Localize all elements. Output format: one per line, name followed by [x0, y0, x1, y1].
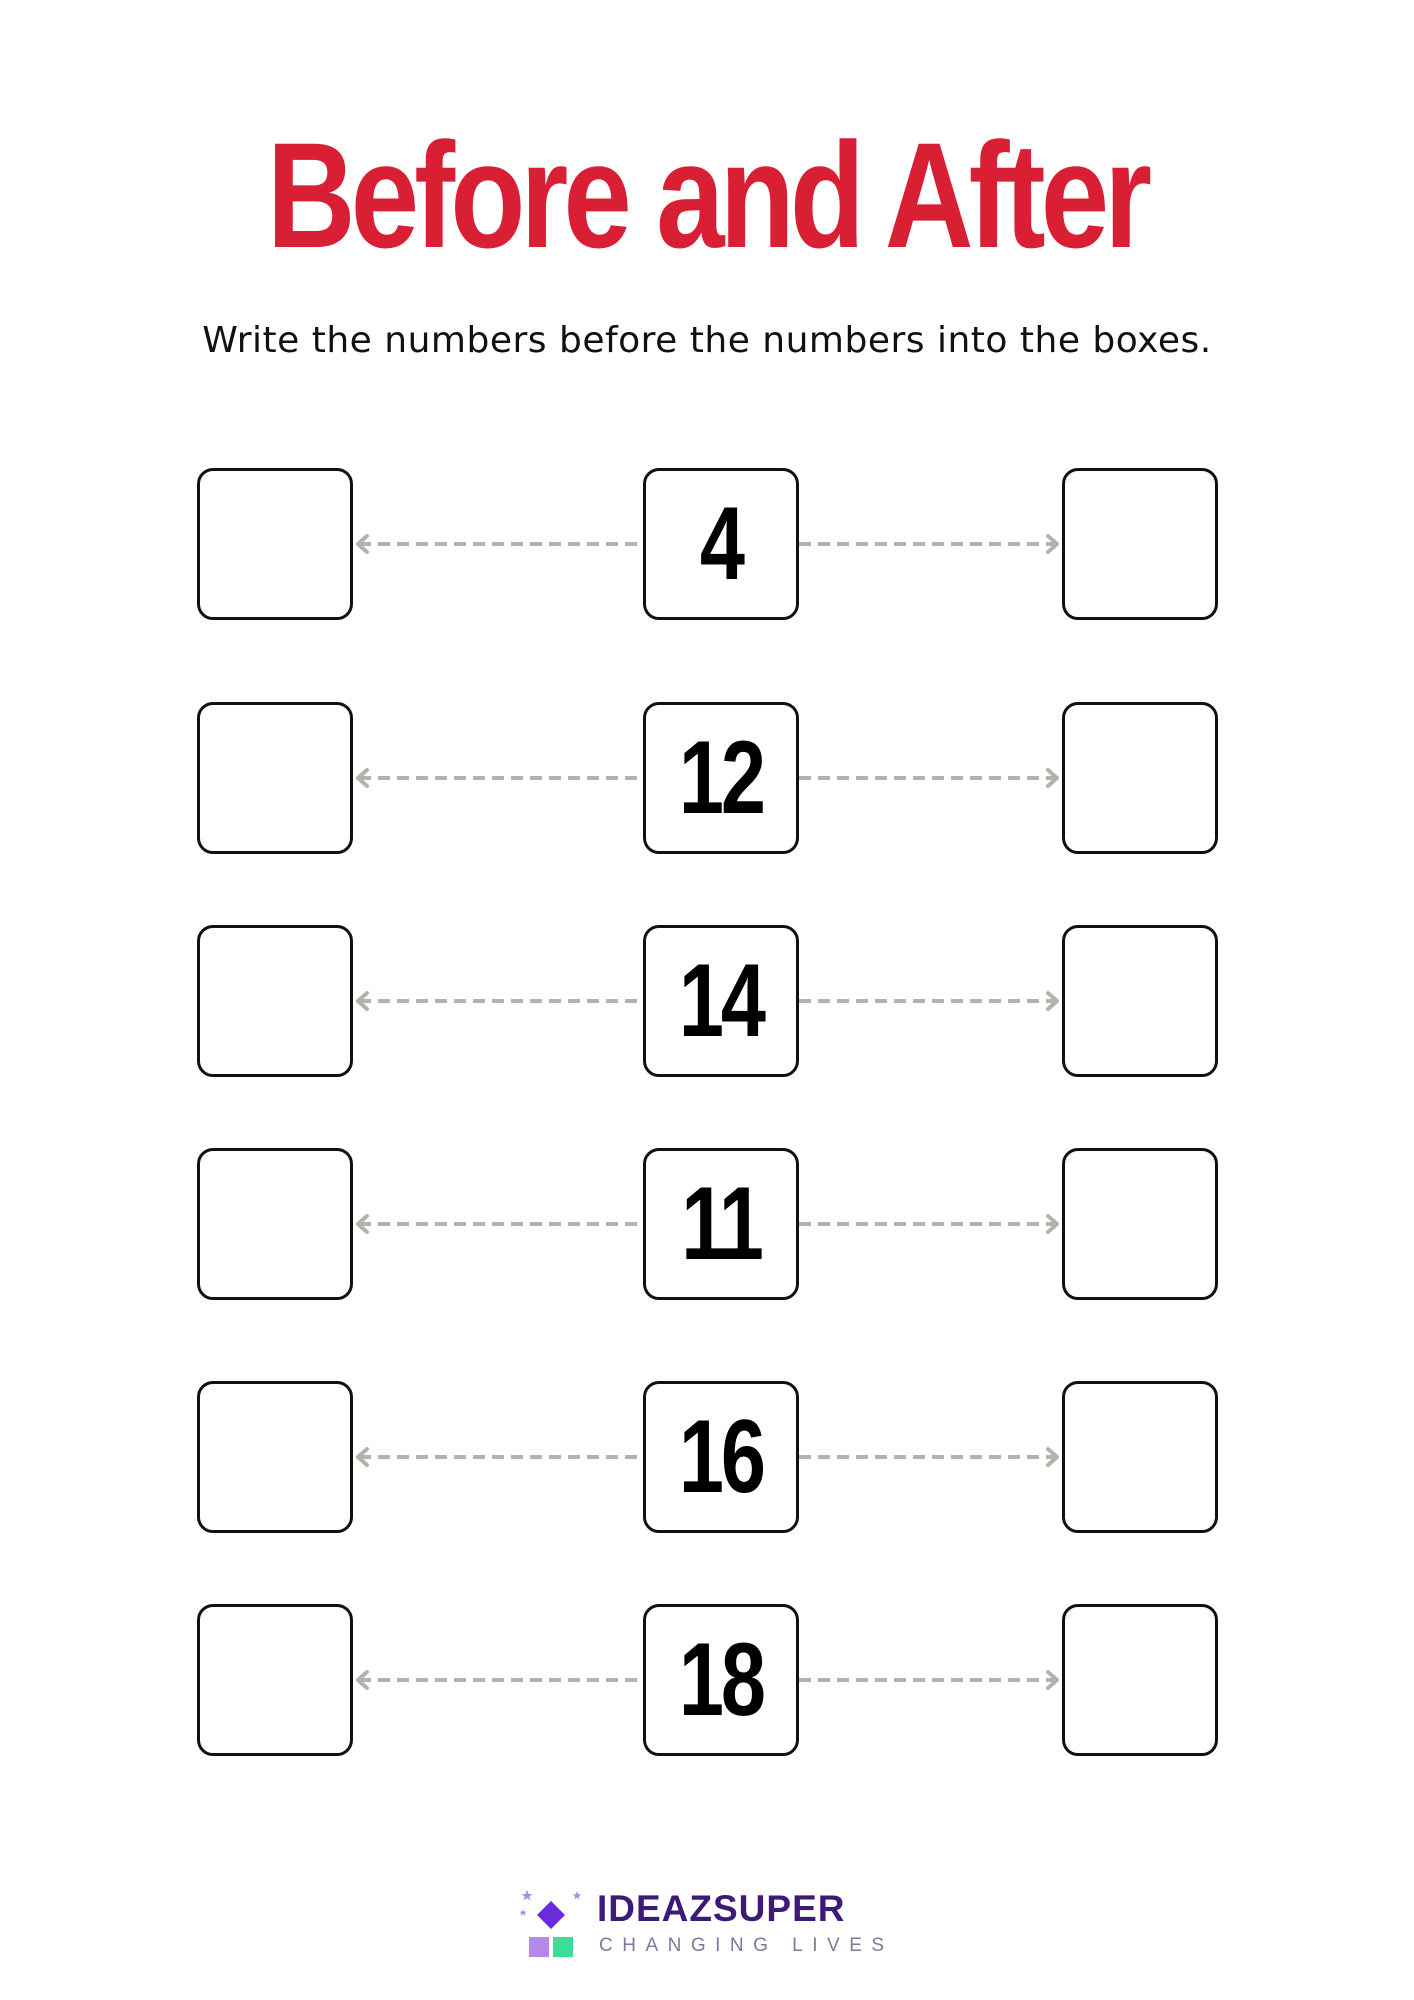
given-number-box	[643, 702, 799, 854]
exercise-row	[0, 1148, 1414, 1304]
given-number-box	[643, 925, 799, 1077]
before-answer-box[interactable]	[197, 702, 353, 854]
right-arrow-icon	[799, 1668, 1062, 1692]
brand-logo	[515, 1885, 894, 1965]
right-arrow-icon	[799, 1212, 1062, 1236]
brand-name: IDEAZSUPER	[597, 1888, 846, 1929]
given-number: 11	[681, 1166, 761, 1282]
before-answer-box[interactable]	[197, 468, 353, 620]
exercise-row	[0, 702, 1414, 858]
exercise-row	[0, 468, 1414, 624]
right-arrow-icon	[799, 1445, 1062, 1469]
after-answer-box[interactable]	[1062, 468, 1218, 620]
left-arrow-icon	[353, 1445, 643, 1469]
left-arrow-icon	[353, 1212, 643, 1236]
after-answer-box[interactable]	[1062, 1604, 1218, 1756]
after-answer-box[interactable]	[1062, 1381, 1218, 1533]
given-number: 16	[679, 1399, 763, 1515]
before-answer-box[interactable]	[197, 925, 353, 1077]
given-number-box	[643, 468, 799, 620]
left-arrow-icon	[353, 1668, 643, 1692]
instruction-text: Write the numbers before the numbers into the boxes.	[202, 320, 1212, 361]
exercise-row	[0, 925, 1414, 1081]
given-number: 14	[679, 943, 763, 1059]
given-number-box	[643, 1148, 799, 1300]
exercise-row	[0, 1604, 1414, 1760]
exercise-row	[0, 1381, 1414, 1537]
right-arrow-icon	[799, 766, 1062, 790]
given-number-box	[643, 1604, 799, 1756]
given-number-box	[643, 1381, 799, 1533]
page-title: Before and After	[266, 111, 1148, 279]
right-arrow-icon	[799, 989, 1062, 1013]
brand-tagline: CHANGING LIVES	[599, 1935, 894, 1956]
left-arrow-icon	[353, 989, 643, 1013]
before-answer-box[interactable]	[197, 1381, 353, 1533]
left-arrow-icon	[353, 766, 643, 790]
after-answer-box[interactable]	[1062, 702, 1218, 854]
right-arrow-icon	[799, 532, 1062, 556]
diamond-blocks-logo-icon	[515, 1885, 587, 1961]
before-answer-box[interactable]	[197, 1148, 353, 1300]
after-answer-box[interactable]	[1062, 925, 1218, 1077]
left-arrow-icon	[353, 532, 643, 556]
after-answer-box[interactable]	[1062, 1148, 1218, 1300]
before-answer-box[interactable]	[197, 1604, 353, 1756]
given-number: 18	[679, 1622, 763, 1738]
given-number: 4	[700, 486, 742, 602]
given-number: 12	[679, 720, 763, 836]
